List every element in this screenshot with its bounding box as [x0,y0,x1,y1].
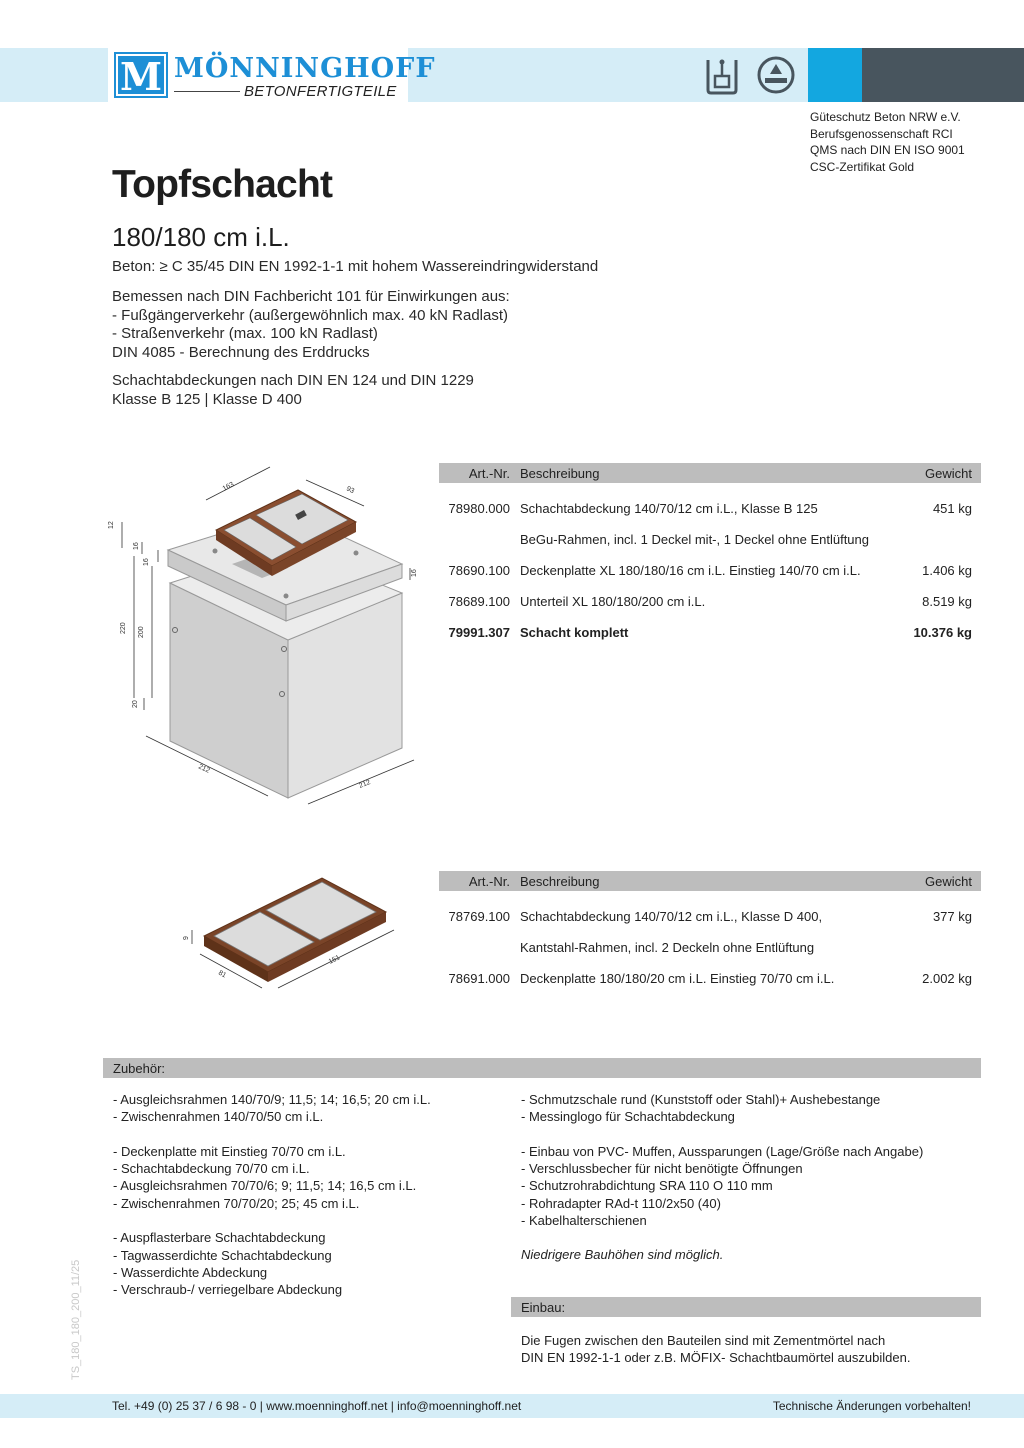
cell-beschreibung: Unterteil XL 180/180/200 cm i.L. [520,594,706,609]
design-line: - Fußgängerverkehr (außergewöhnlich max. 40 kN Radlast) [112,306,508,324]
table-row [439,934,981,965]
zubehoer-header [103,1058,981,1078]
cell-art-nr: 78980.000 [448,501,510,516]
brand-name: MÖNNINGHOFF [174,53,436,84]
page-title: Topfschacht [112,163,333,206]
certifications [810,109,965,175]
list-item: - Zwischenrahmen 70/70/20; 25; 45 cm i.L. [113,1195,360,1211]
table-header [439,463,981,483]
footer-contact[interactable]: Tel. +49 (0) 25 37 / 6 98 - 0 | www.moenninghoff.net | info@moenninghoff.net [112,1399,522,1413]
table-row [439,588,981,619]
beton-spec: Beton: ≥ C 35/45 DIN EN 1992-1-1 mit hohem Wassereindringwiderstand [112,258,599,275]
cell-beschreibung: Schachtabdeckung 140/70/12 cm i.L., Klasse B 125 [520,501,818,516]
list-item: - Deckenplatte mit Einstieg 70/70 cm i.L. [113,1143,346,1159]
list-item: - Schmutzschale rund (Kunststoff oder Stahl)+ Aushebestange [521,1092,881,1107]
header-beschreibung: Beschreibung [520,874,600,889]
einbau-line: DIN EN 1992-1-1 oder z.B. MÖFIX- Schachtbaumörtel auszubilden. [521,1350,911,1366]
brand-subtitle: BETONFERTIGTEILE [244,83,397,100]
cell-gewicht: 2.002 kg [922,971,972,986]
list-item: - Zwischenrahmen 140/70/50 cm i.L. [113,1109,324,1125]
svg-text:9: 9 [183,936,190,940]
cert-line: CSC-Zertifikat Gold [810,159,915,174]
einbau-title: Einbau: [521,1300,566,1315]
parts-table-b125 [439,463,981,650]
list-item [113,1212,431,1229]
cell-art-nr: 78769.100 [448,909,510,924]
list-item [521,1126,923,1143]
svg-text:16: 16 [411,569,418,577]
cell-art-nr: 78691.000 [448,971,510,986]
einbau-text [521,1332,910,1367]
list-item [113,1126,431,1143]
gueteschutz-icon [702,54,742,96]
zubehoer-title: Zubehör: [113,1061,166,1076]
svg-text:93: 93 [345,485,356,496]
einbau-header [511,1297,981,1317]
cell-beschreibung: Deckenplatte 180/180/20 cm i.L. Einstieg 70/70 cm i.L. [520,971,835,986]
total-gewicht: 10.376 kg [913,625,972,640]
company-logo[interactable] [108,48,436,102]
svg-text:M: M [119,54,163,99]
height-note: Niedrigere Bauhöhen sind möglich. [521,1247,724,1263]
zubehoer-list-left [113,1091,431,1299]
svg-text:16: 16 [133,542,140,550]
cover-classes [112,372,474,409]
cell-gewicht: 1.406 kg [922,563,972,578]
svg-text:200: 200 [138,626,145,638]
list-item: - Schutzrohrabdichtung SRA 110 O 110 mm [521,1178,773,1194]
table-row [439,903,981,934]
cell-gewicht: 8.519 kg [922,594,972,609]
svg-text:20: 20 [132,700,139,708]
cert-line: Berufsgenossenschaft RCI [810,126,953,141]
list-item: - Rohradapter RAd-t 110/2x50 (40) [521,1195,721,1211]
cell-beschreibung: Deckenplatte XL 180/180/16 cm i.L. Einstieg 140/70 cm i.L. [520,563,861,578]
table-row [439,526,981,557]
design-line: DIN 4085 - Berechnung des Erddrucks [112,343,370,361]
einbau-line: Die Fugen zwischen den Bauteilen sind mit Zementmörtel nach [521,1333,886,1348]
table-row [439,965,981,996]
design-basis [112,288,510,362]
table-row [439,495,981,526]
logo-divider [174,91,240,92]
svg-text:220: 220 [120,622,127,634]
list-item: - Verschraub-/ verriegelbare Abdeckung [113,1282,343,1298]
page-subtitle: 180/180 cm i.L. [112,222,290,252]
list-item: - Einbau von PVC- Muffen, Aussparungen (Lage/Größe nach Angabe) [521,1143,924,1159]
design-line: - Straßenverkehr (max. 100 kN Radlast) [112,325,378,342]
cell-gewicht: 451 kg [932,501,972,516]
cover-line: Schachtabdeckungen nach DIN EN 124 und DIN 1229 [112,372,474,389]
cell-beschreibung: Kantstahl-Rahmen, incl. 2 Deckeln ohne Entlüftung [520,940,815,955]
total-beschreibung: Schacht komplett [520,625,629,640]
list-item: - Ausgleichsrahmen 140/70/9; 11,5; 14; 16,5; 20 cm i.L. [113,1092,431,1107]
total-art-nr: 79991.307 [448,625,510,640]
header-beschreibung: Beschreibung [520,466,600,481]
cell-beschreibung: BeGu-Rahmen, incl. 1 Deckel mit-, 1 Deckel ohne Entlüftung [520,532,870,547]
svg-text:212: 212 [197,763,211,775]
header-accent-block [808,48,862,102]
list-item: - Verschlussbecher für nicht benötigte Öffnungen [521,1161,803,1177]
svg-text:212: 212 [358,778,372,790]
footer [0,1394,1024,1418]
list-item: - Schachtabdeckung 70/70 cm i.L. [113,1161,310,1177]
table-row [439,557,981,588]
shaft-isometric-drawing [110,458,430,818]
list-item: - Wasserdichte Abdeckung [113,1264,268,1280]
list-item: - Auspflasterbare Schachtabdeckung [113,1230,326,1246]
table-total-row [439,619,981,650]
header-art-nr: Art.-Nr. [468,874,510,889]
cell-art-nr: 78689.100 [448,594,510,609]
cert-line: QMS nach DIN EN ISO 9001 [810,143,965,157]
cert-line: Güteschutz Beton NRW e.V. [810,110,961,124]
design-line: Bemessen nach DIN Fachbericht 101 für Einwirkungen aus: [112,288,510,305]
cover-d400-drawing [180,868,400,998]
cover-line: Klasse B 125 | Klasse D 400 [112,390,302,408]
svg-text:81: 81 [217,969,228,980]
header-art-nr: Art.-Nr. [468,466,510,481]
list-item: - Ausgleichsrahmen 70/70/6; 9; 11,5; 14; 16,5 cm i.L. [113,1178,417,1194]
logo-m-icon [114,52,168,98]
svg-text:163: 163 [221,481,236,493]
cell-art-nr: 78690.100 [448,563,510,578]
svg-text:151: 151 [327,954,342,966]
svg-text:12: 12 [108,521,115,529]
header-gewicht: Gewicht [925,874,972,889]
bg-rci-icon [756,54,796,96]
footer-disclaimer: Technische Änderungen vorbehalten! [772,1399,971,1413]
list-item: - Kabelhalterschienen [521,1213,647,1229]
table-header [439,871,981,891]
cell-beschreibung: Schachtabdeckung 140/70/12 cm i.L., Klasse D 400, [520,909,823,924]
list-item: - Messinglogo für Schachtabdeckung [521,1109,735,1125]
parts-table-d400 [439,871,981,996]
list-item: - Tagwasserdichte Schachtabdeckung [113,1247,332,1263]
zubehoer-list-right [521,1091,923,1264]
header-dark-block [862,48,1024,102]
header-gewicht: Gewicht [925,466,972,481]
svg-text:16: 16 [143,558,150,566]
document-code: TS_180_180_200_11/25 [70,1259,82,1380]
cell-gewicht: 377 kg [932,909,972,924]
